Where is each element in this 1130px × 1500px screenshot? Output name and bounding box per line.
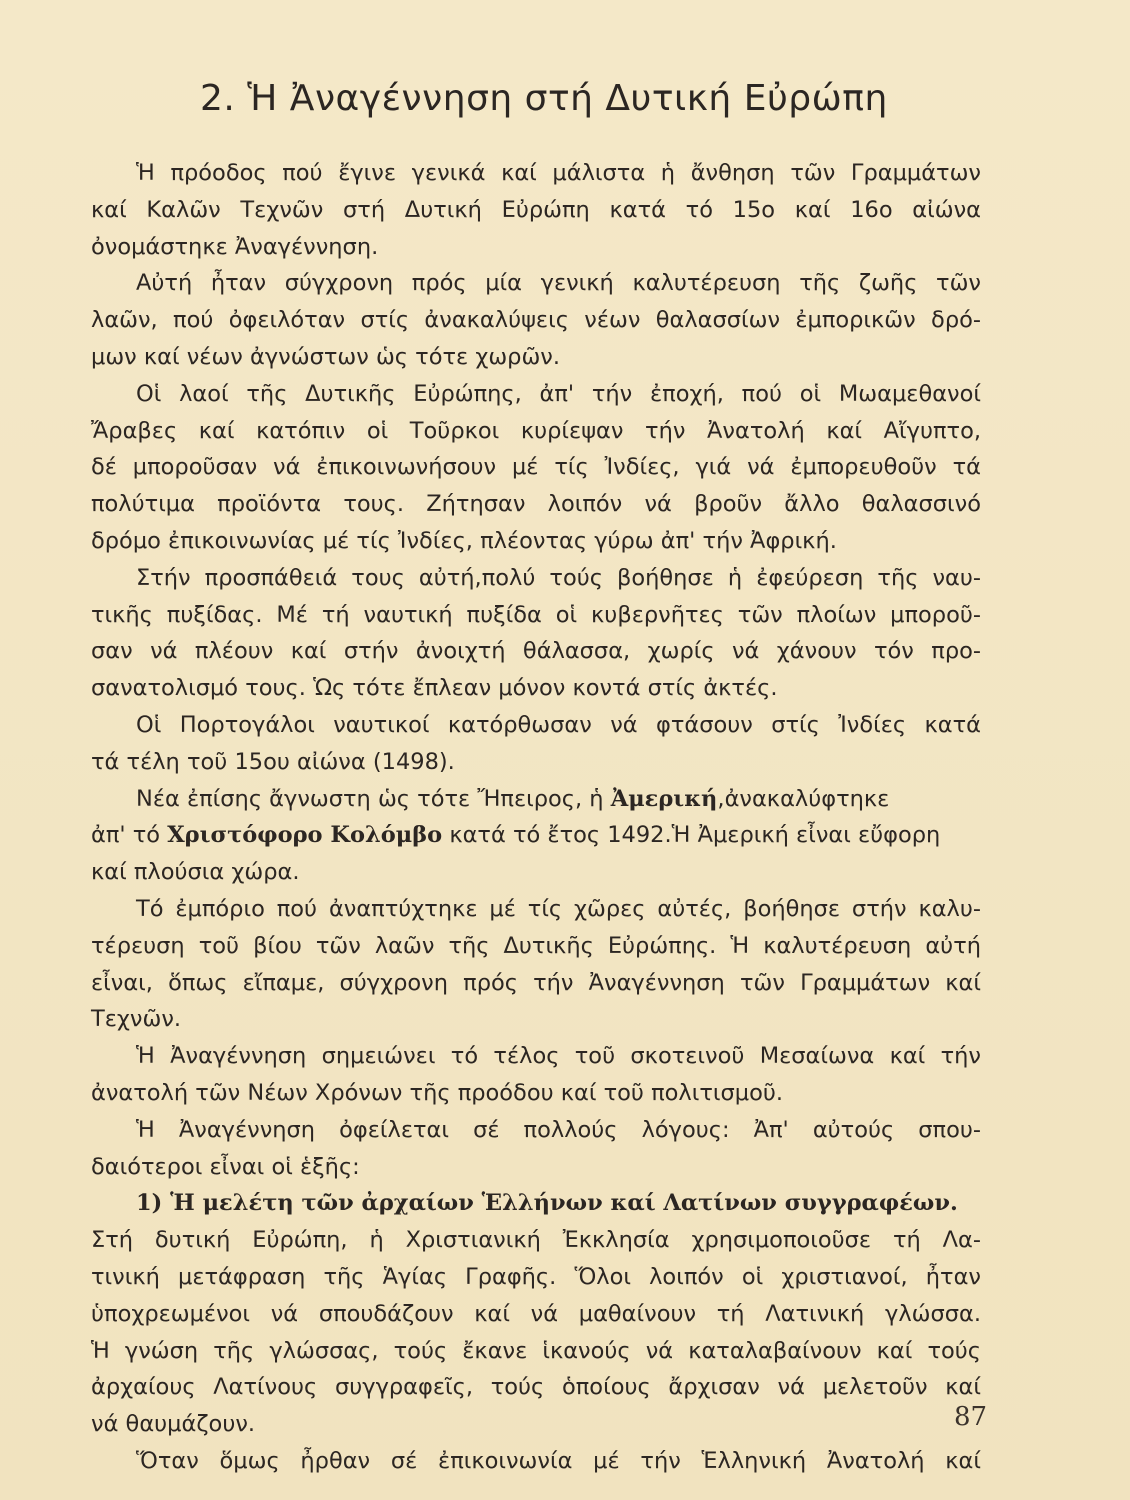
text-line: εἶναι, ὅπως εἴπαμε, σύγχρονη πρός τήν Ἀναγέννηση τῶν Γραμμάτων καί [91, 969, 981, 996]
text-line: Ἡ Ἀναγέννηση σημειώνει τό τέλος τοῦ σκοτεινοῦ Μεσαίωνα καί τήν [136, 1043, 981, 1070]
text-line: τέρευση τοῦ βίου τῶν λαῶν τῆς Δυτικῆς Εὐρώπης. Ἡ καλυτέρευση αὐτή [91, 932, 981, 959]
text-run: Νέα ἐπίσης ἄγνωστη ὡς τότε Ἤπειρος, ἡ [136, 785, 611, 812]
text-line: καί πλούσια χώρα. [91, 859, 300, 886]
text-line: ὑποχρεωμένοι νά σπουδάζουν καί νά μαθαίνουν τή Λατινική γλώσσα. [91, 1300, 981, 1327]
text-line: Αὐτή ἦταν σύγχρονη πρός μία γενική καλυτέρευση τῆς ζωῆς τῶν [136, 270, 981, 297]
text-line: Ἡ πρόοδος πού ἔγινε γενικά καί μάλιστα ἡ ἄνθηση τῶν Γραμμάτων [136, 160, 981, 186]
bold-term-america: Ἀμερική [610, 785, 718, 812]
text-line: τά τέλη τοῦ 15ου αἰώνα (1498). [91, 748, 455, 775]
point-1-heading [91, 1185, 981, 1222]
text-line: Οἱ Πορτογάλοι ναυτικοί κατόρθωσαν νά φτάσουν στίς Ἰνδίες κατά [136, 711, 981, 738]
text-line: πολύτιμα προϊόντα τους. Ζήτησαν λοιπόν νά βροῦν ἄλλο θαλασσινό [91, 491, 981, 518]
text-line-columbus [91, 817, 981, 854]
page-number: 87 [954, 1402, 988, 1432]
text-line: τικῆς πυξίδας. Μέ τή ναυτική πυξίδα οἱ κυβερνῆτες τῶν πλοίων μποροῦ- [91, 601, 981, 628]
text-line: Στήν προσπάθειά τους αὐτή,πολύ τούς βοήθησε ἡ ἐφεύρεση τῆς ναυ- [136, 564, 981, 591]
text-line: Ἡ Ἀναγέννηση ὀφείλεται σέ πολλούς λόγους: Ἀπ' αὐτούς σπου- [136, 1116, 981, 1143]
text-line: ἀρχαίους Λατίνους συγγραφεῖς, τούς ὁποίους ἄρχισαν νά μελετοῦν καί [91, 1374, 981, 1401]
text-line: σαν νά πλέουν καί στήν ἀνοιχτή θάλασσα, χωρίς νά χάνουν τόν προ- [91, 638, 981, 665]
section-title: 2. Ἡ Ἀναγέννηση στή Δυτική Εὐρώπη [200, 78, 888, 119]
text-line: νά θαυμάζουν. [91, 1411, 256, 1438]
text-line: Οἱ λαοί τῆς Δυτικῆς Εὐρώπης, ἀπ' τήν ἐποχή, πού οἱ Μωαμεθανοί [136, 380, 981, 407]
text-line-america [91, 781, 981, 818]
text-line: σανατολισμό τους. Ὡς τότε ἔπλεαν μόνον κοντά στίς ἀκτές. [91, 675, 778, 702]
bold-term-columbus: Χριστόφορο Κολόμβο [167, 822, 443, 849]
text-line: ὀνομάστηκε Ἀναγέννηση. [91, 233, 379, 260]
text-line: μων καί νέων ἀγνώστων ὡς τότε χωρῶν. [91, 343, 561, 370]
text-line: Ἄραβες καί κατόπιν οἱ Τοῦρκοι κυρίεψαν τήν Ἀνατολή καί Αἴγυπτο, [91, 417, 981, 444]
text-run: ἀπ' τό [91, 822, 168, 849]
text-line: Τεχνῶν. [91, 1006, 182, 1033]
text-line: Στή δυτική Εὐρώπη, ἡ Χριστιανική Ἐκκλησία χρησιμοποιοῦσε τή Λα- [91, 1227, 981, 1254]
text-line: Ἡ γνώση τῆς γλώσσας, τούς ἔκανε ἱκανούς νά καταλαβαίνουν καί τούς [91, 1337, 981, 1364]
text-line: Τό ἐμπόριο πού ἀναπτύχτηκε μέ τίς χῶρες αὐτές, βοήθησε στήν καλυ- [136, 895, 981, 922]
body-text [91, 155, 981, 1480]
text-run: κατά τό ἔτος 1492.Ἡ Ἀμερική εἶναι εὔφορη [442, 822, 941, 849]
text-line: Ὅταν ὅμως ἦρθαν σέ ἐπικοινωνία μέ τήν Ἑλληνική Ἀνατολή καί [136, 1447, 981, 1474]
point-1-heading-text: 1) Ἡ μελέτη τῶν ἀρχαίων Ἑλλήνων καί Λατίνων συγγραφέων. [136, 1190, 958, 1217]
text-line: ἀνατολή τῶν Νέων Χρόνων τῆς προόδου καί τοῦ πολιτισμοῦ. [91, 1079, 784, 1106]
text-line: δέ μποροῦσαν νά ἐπικοινωνήσουν μέ τίς Ἰνδίες, γιά νά ἐμπορευθοῦν τά [91, 454, 981, 481]
text-line: δαιότεροι εἶναι οἱ ἑξῆς: [91, 1153, 360, 1180]
text-run: ,ἀνακαλύφτηκε [717, 785, 890, 812]
text-line: τινική μετάφραση τῆς Ἁγίας Γραφῆς. Ὅλοι λοιπόν οἱ χριστιανοί, ἦταν [91, 1263, 981, 1290]
text-line: λαῶν, πού ὀφειλόταν στίς ἀνακαλύψεις νέων θαλασσίων ἐμπορικῶν δρό- [91, 307, 981, 334]
text-line: καί Καλῶν Τεχνῶν στή Δυτική Εὐρώπη κατά τό 15ο καί 16ο αἰώνα [91, 196, 981, 223]
text-line: δρόμο ἐπικοινωνίας μέ τίς Ἰνδίες, πλέοντας γύρω ἀπ' τήν Ἀφρική. [91, 527, 837, 554]
